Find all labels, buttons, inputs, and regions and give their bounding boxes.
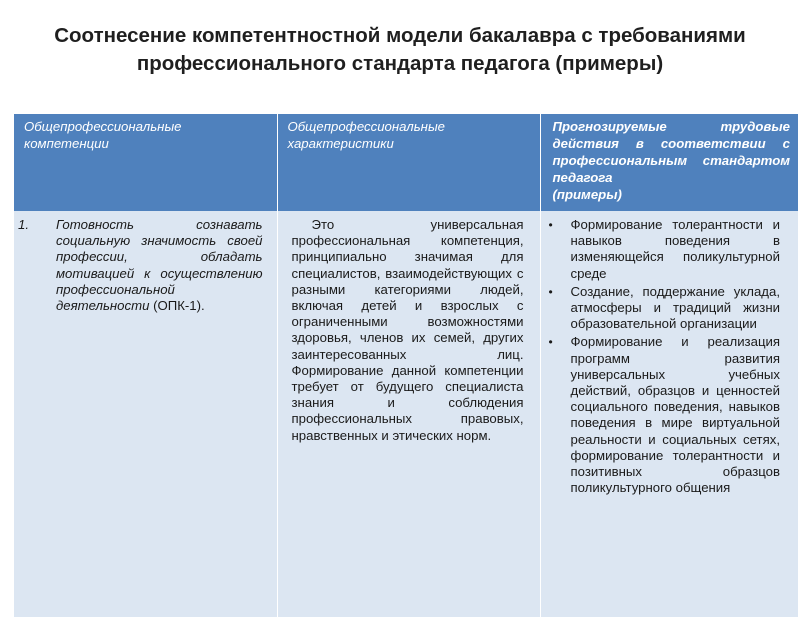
- header-competences: Общепрофессиональные компетенции: [14, 114, 277, 211]
- list-item: [549, 284, 781, 333]
- slide-title: Соотнесение компетентностной модели бакалавра с требованиями профессионального стандарта педагога (примеры): [54, 24, 746, 75]
- competence-italic: Готовность сознавать социальную значимость своей профессии, обладать мотивацией к осуществлению профессиональной деятельности: [56, 217, 263, 314]
- list-item-text: Формирование толерантности и навыков поведения в изменяющейся поликультурной среде: [570, 217, 780, 281]
- list-item-text: Создание, поддержание уклада, атмосферы и традиций жизни образовательной организации: [570, 283, 780, 332]
- competence-code: (ОПК-1).: [149, 298, 205, 314]
- list-item: [549, 334, 781, 496]
- header-labor-actions-note: (примеры): [552, 187, 622, 202]
- competence-table: [14, 114, 798, 617]
- labor-actions-cell: [540, 211, 798, 617]
- row-number: 1.: [18, 217, 29, 232]
- header-characteristics: Общепрофессиональные характеристики: [277, 114, 540, 211]
- competence-text: [56, 217, 263, 314]
- list-item-text: Формирование и реализация программ развития универсальных учебных действий, образцов и ценностей социального поведения, навыков поведения в мире виртуальной реальности и социальных сетях, формирование толерантности и позитивных образцов поликультурного общения: [570, 334, 780, 496]
- header-labor-actions-main: Прогнозируемые трудовые действия в соответствии с профессиональным стандартом педагога: [552, 119, 790, 185]
- header-labor-actions: [540, 114, 798, 211]
- table-header-row: [14, 114, 798, 211]
- bullet-icon: •: [548, 335, 553, 350]
- list-item: [549, 217, 781, 282]
- labor-actions-list: [549, 217, 781, 496]
- competence-cell: [14, 211, 277, 617]
- bullet-icon: •: [548, 284, 553, 299]
- characteristics-cell: [277, 211, 540, 617]
- characteristics-text: Это универсальная профессиональная компетенция, принципиально значимая для специалистов, взаимодействующих с разными категориями людей, включая детей и взрослых с ограниченными возможностями здоровья, членов их семей, других заинтересованных лиц. Формирование данной компетенции требует от будущего специалиста знания и соблюдения профессиональных правовых, нравственных и этических норм.: [291, 217, 524, 443]
- table-row: [14, 211, 798, 617]
- bullet-icon: •: [548, 218, 553, 232]
